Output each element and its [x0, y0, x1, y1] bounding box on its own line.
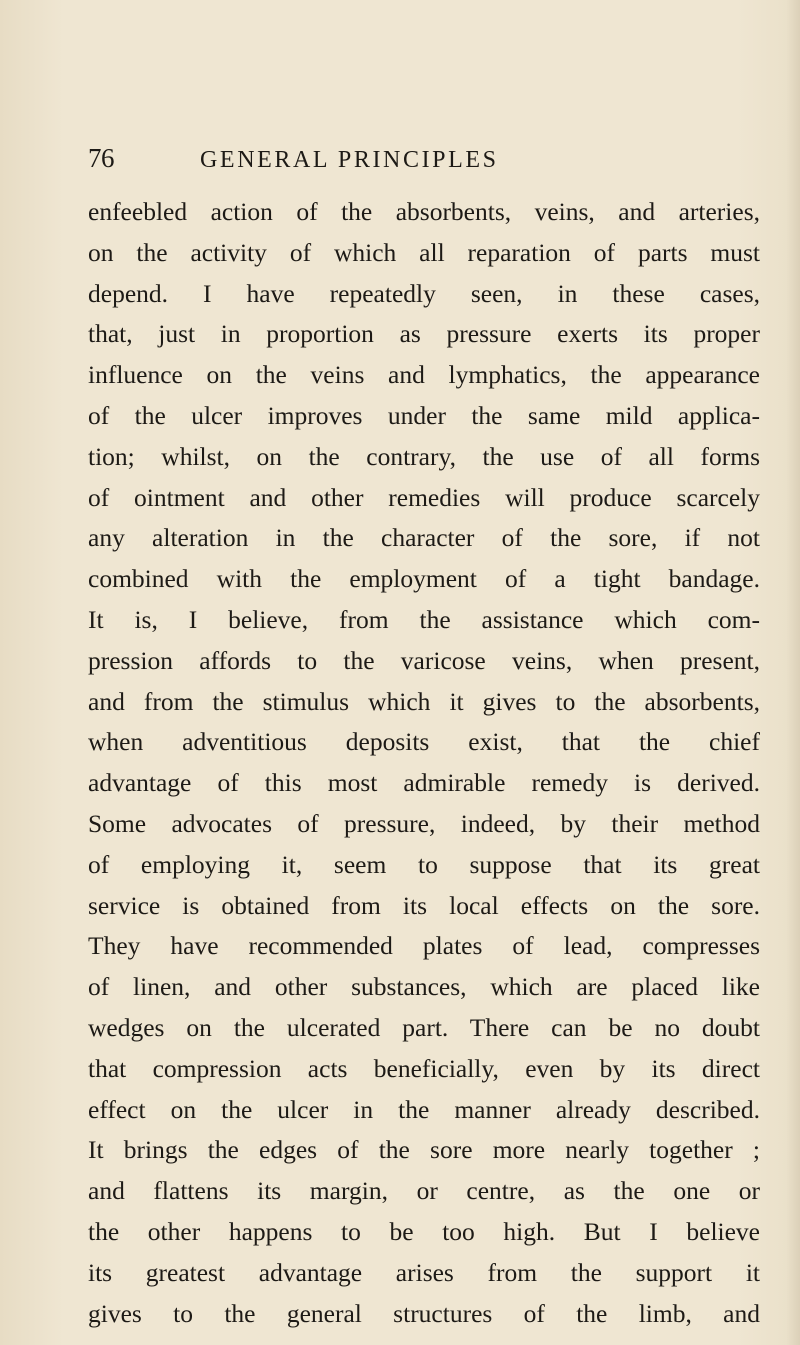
text-line: Some advocates of pressure, indeed, by their method — [88, 808, 760, 838]
text-line: of employing it, seem to suppose that its great — [88, 849, 760, 879]
text-line: the other happens to be too high. But I believe — [88, 1216, 760, 1246]
text-line: wedges on the ulcerated part. There can be no doubt — [88, 1012, 760, 1042]
body-text — [88, 192, 760, 1334]
running-title: GENERAL PRINCIPLES — [200, 147, 499, 173]
text-line: its greatest advantage arises from the support it — [88, 1257, 760, 1287]
text-line: It is, I believe, from the assistance which com- — [88, 604, 760, 634]
text-line: depend. I have repeatedly seen, in these cases, — [88, 278, 760, 308]
text-line: It brings the edges of the sore more nearly together ; — [88, 1135, 760, 1165]
text-line: gives to the general structures of the limb, and — [88, 1298, 760, 1328]
text-line: tion; whilst, on the contrary, the use of all forms — [88, 441, 760, 471]
text-line: on the activity of which all reparation of parts must — [88, 237, 760, 267]
text-line: when adventitious deposits exist, that the chief — [88, 727, 760, 757]
text-line: They have recommended plates of lead, compresses — [88, 931, 760, 961]
text-line: of the ulcer improves under the same mild applica- — [88, 400, 760, 430]
text-line: service is obtained from its local effects on the sore. — [88, 890, 760, 920]
text-line: advantage of this most admirable remedy is derived. — [88, 768, 760, 798]
text-line: and from the stimulus which it gives to the absorbents, — [88, 686, 760, 716]
text-line: effect on the ulcer in the manner already described. — [88, 1094, 760, 1124]
text-line: enfeebled action of the absorbents, veins, and arteries, — [88, 197, 760, 226]
text-line: of ointment and other remedies will produce scarcely — [88, 482, 760, 512]
text-line: any alteration in the character of the sore, if not — [88, 523, 760, 553]
text-line: that, just in proportion as pressure exerts its proper — [88, 319, 760, 349]
page-number: 76 — [88, 143, 114, 173]
text-line: of linen, and other substances, which are placed like — [88, 972, 760, 1002]
page-edge-shadow — [786, 0, 800, 1345]
text-line: pression affords to the varicose veins, when present, — [88, 645, 760, 675]
text-line: and flattens its margin, or centre, as the one or — [88, 1176, 760, 1206]
text-line: influence on the veins and lymphatics, the appearance — [88, 360, 760, 390]
text-line: combined with the employment of a tight bandage. — [88, 564, 760, 594]
text-line: that compression acts beneficially, even by its direct — [88, 1053, 760, 1083]
